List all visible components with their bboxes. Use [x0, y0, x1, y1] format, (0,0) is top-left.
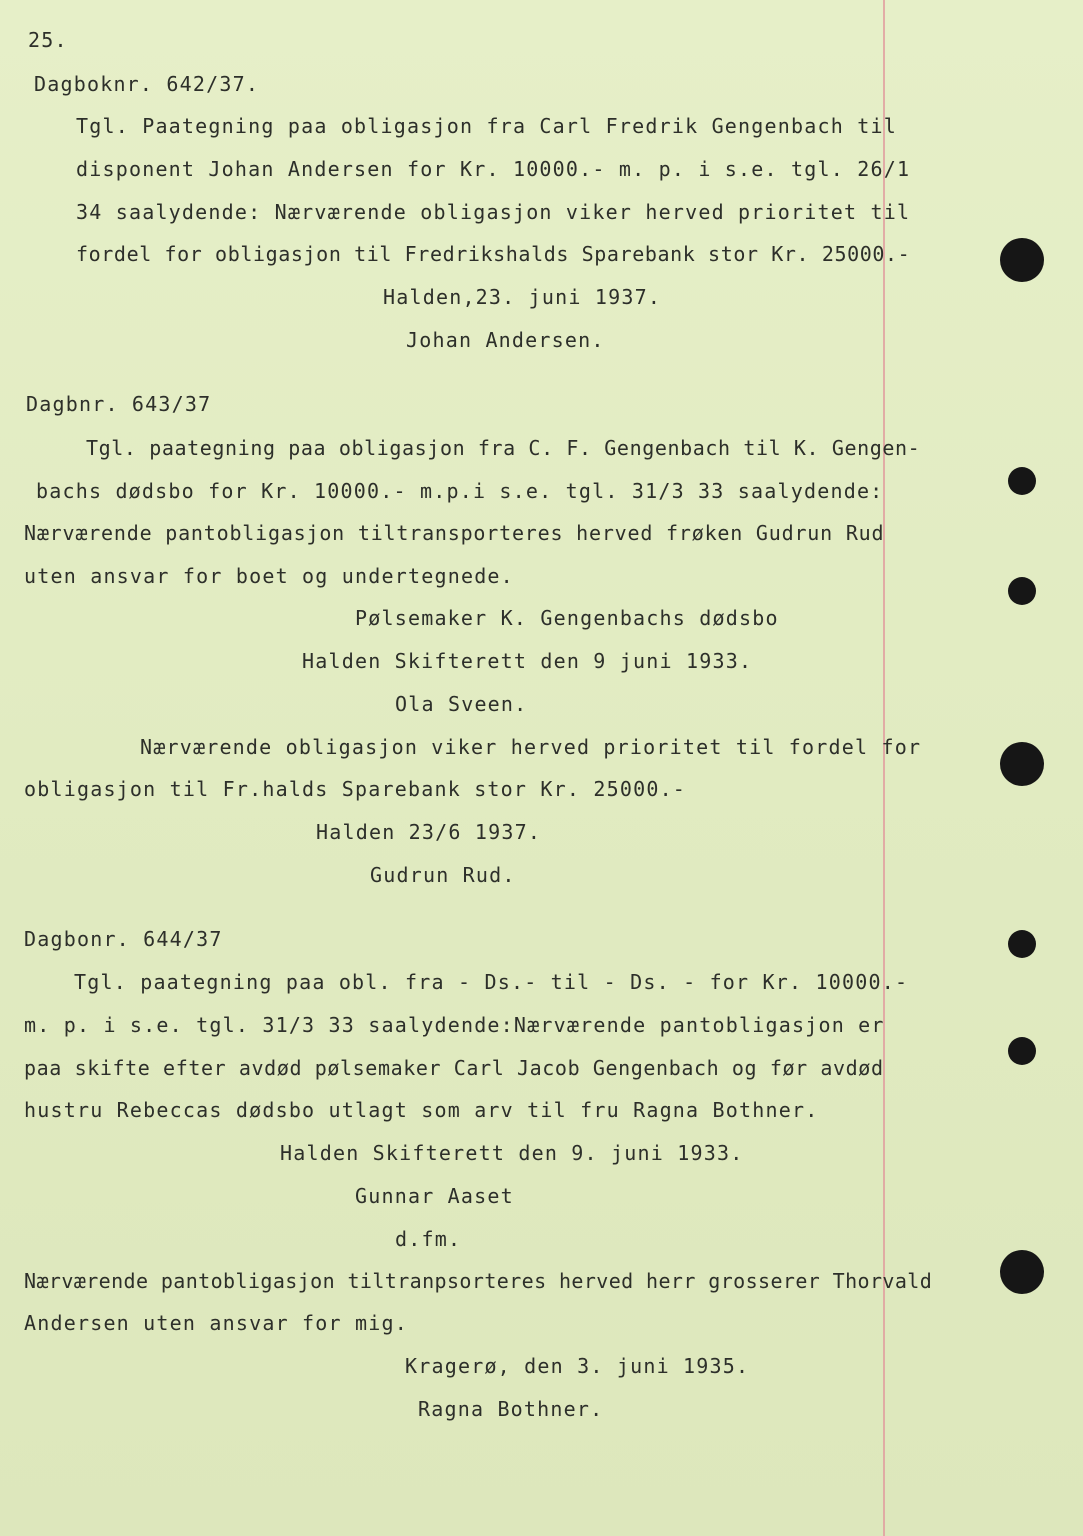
binder-hole-3 [1008, 577, 1036, 605]
binder-hole-7 [1000, 1250, 1044, 1294]
red-margin-line [883, 0, 885, 1536]
entry-signature: Ragna Bothner. [418, 1397, 604, 1421]
entry-line: Andersen uten ansvar for mig. [24, 1311, 408, 1335]
binder-hole-1 [1000, 238, 1044, 282]
binder-hole-6 [1008, 1037, 1036, 1065]
entry-heading: Dagbnr. 643/37 [26, 392, 212, 416]
entry-line: Nærværende pantobligasjon tiltranpsorteres herved herr grosserer Thorvald [24, 1269, 933, 1293]
entry-heading: Dagboknr. 642/37. [34, 72, 260, 96]
entry-date: Halden 23/6 1937. [316, 820, 542, 844]
entry-date: Halden Skifterett den 9 juni 1933. [302, 649, 753, 673]
entry-line: m. p. i s.e. tgl. 31/3 33 saalydende:Nærværende pantobligasjon er [24, 1013, 885, 1037]
entry-date: Halden,23. juni 1937. [383, 285, 662, 309]
entry-line: bachs dødsbo for Kr. 10000.- m.p.i s.e. tgl. 31/3 33 saalydende: [36, 479, 884, 503]
entry-signature: d.fm. [395, 1227, 462, 1251]
entry-line: Tgl. Paategning paa obligasjon fra Carl Fredrik Gengenbach til [76, 114, 897, 138]
entry-signature: Gudrun Rud. [370, 863, 516, 887]
entry-line: Tgl. paategning paa obligasjon fra C. F. Gengenbach til K. Gengen- [86, 436, 921, 460]
entry-date: Kragerø, den 3. juni 1935. [405, 1354, 750, 1378]
binder-hole-5 [1008, 930, 1036, 958]
entry-signature: Ola Sveen. [395, 692, 528, 716]
entry-line: fordel for obligasjon til Fredrikshalds Sparebank stor Kr. 25000.- [76, 242, 911, 266]
entry-date: Halden Skifterett den 9. juni 1933. [280, 1141, 744, 1165]
entry-line: paa skifte efter avdød pølsemaker Carl Jacob Gengenbach og før avdød [24, 1056, 884, 1080]
entry-heading: Dagbonr. 644/37 [24, 927, 223, 951]
entry-line: Nærværende obligasjon viker herved prioritet til fordel for [140, 735, 922, 759]
entry-line: 34 saalydende: Nærværende obligasjon viker herved prioritet til [76, 200, 911, 224]
entry-signature: Johan Andersen. [406, 328, 605, 352]
entry-line: Tgl. paategning paa obl. fra - Ds.- til - Ds. - for Kr. 10000.- [74, 970, 909, 994]
entry-line: obligasjon til Fr.halds Sparebank stor Kr. 25000.- [24, 777, 687, 801]
page-number: 25. [28, 28, 68, 52]
entry-line: hustru Rebeccas dødsbo utlagt som arv til fru Ragna Bothner. [24, 1098, 819, 1122]
entry-signature: Pølsemaker K. Gengenbachs dødsbo [355, 606, 779, 630]
binder-hole-4 [1000, 742, 1044, 786]
entry-line: Nærværende pantobligasjon tiltransporteres herved frøken Gudrun Rud [24, 521, 885, 545]
entry-line: disponent Johan Andersen for Kr. 10000.- m. p. i s.e. tgl. 26/1 [76, 157, 911, 181]
entry-signature: Gunnar Aaset [355, 1184, 514, 1208]
entry-line: uten ansvar for boet og undertegnede. [24, 564, 514, 588]
binder-hole-2 [1008, 467, 1036, 495]
